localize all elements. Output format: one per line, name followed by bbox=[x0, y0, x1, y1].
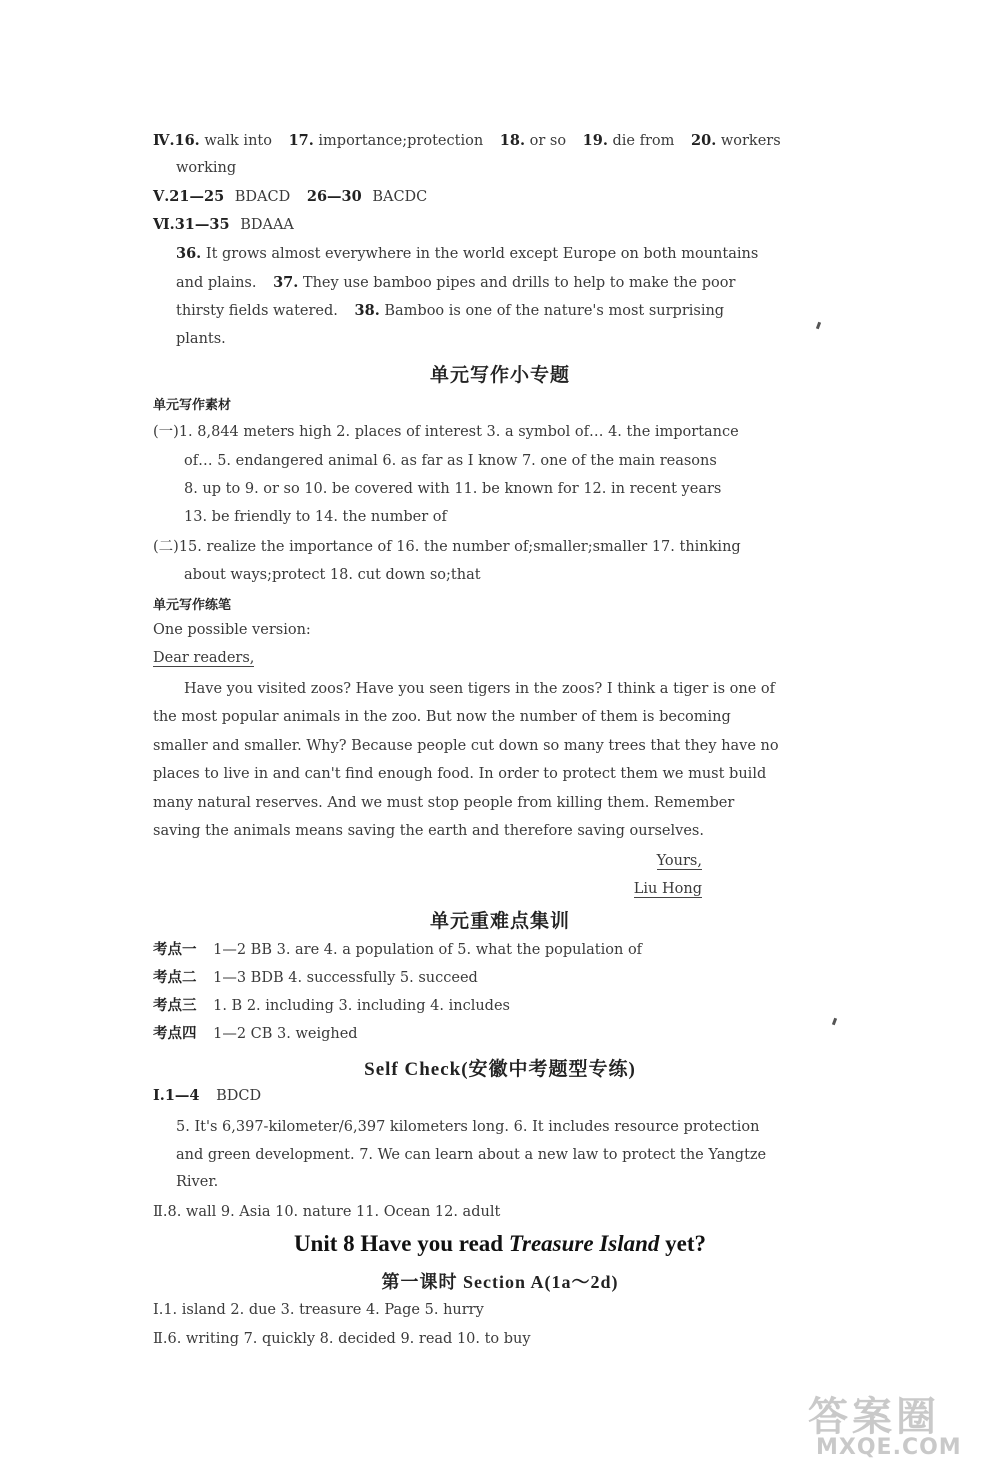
essay-line: many natural reserves. And we must stop people from killing them. Remember bbox=[153, 795, 735, 811]
scan-speck bbox=[832, 1018, 837, 1026]
lesson-heading: 第一课时 Section A(1a～2d) bbox=[381, 1272, 619, 1292]
section-heading-self-check: Self Check(安徽中考题型专练) bbox=[364, 1059, 636, 1080]
unit8-answer-line: Ⅰ.1. island 2. due 3. treasure 4. Page 5. hurry bbox=[153, 1302, 484, 1318]
essay-line: saving the animals means saving the earth and therefore saving ourselves. bbox=[153, 823, 704, 839]
unit-title-text: yet? bbox=[659, 1231, 707, 1256]
section-heading-key-points: 单元重难点集训 bbox=[429, 910, 570, 932]
essay-line: places to live in and can't find enough food. In order to protect them we must build bbox=[153, 766, 767, 782]
key-point-line bbox=[153, 968, 478, 988]
unit-title-book: Treasure Island bbox=[508, 1231, 660, 1256]
letter-greeting-text: Dear readers, bbox=[153, 650, 255, 666]
key-point-label: 考点二 bbox=[153, 969, 197, 986]
answer-text: walk into bbox=[204, 133, 272, 149]
letter-greeting bbox=[153, 648, 254, 668]
key-point-label: 考点一 bbox=[153, 941, 197, 958]
unit-title bbox=[0, 1231, 1000, 1257]
item-number: 19. bbox=[582, 132, 608, 149]
letter-signature bbox=[634, 879, 702, 899]
materials-line: 8. up to 9. or so 10. be covered with 11. be known for 12. in recent years bbox=[184, 481, 722, 497]
version-label: One possible version: bbox=[153, 622, 311, 638]
essay-line: smaller and smaller. Why? Because people cut down so many trees that they have no bbox=[153, 738, 779, 754]
letter-signature-text: Liu Hong bbox=[633, 881, 702, 897]
item-number: 18. bbox=[499, 132, 525, 149]
answer-paragraph-line bbox=[176, 244, 758, 264]
answer-text: BDACD bbox=[234, 189, 291, 205]
key-point-answers: 1—3 BDB 4. successfully 5. succeed bbox=[213, 970, 478, 986]
materials-line: 13. be friendly to 14. the number of bbox=[184, 509, 447, 525]
key-point-answers: 1—2 CB 3. weighed bbox=[213, 1026, 358, 1042]
answer-text: They use bamboo pipes and drills to help to make the poor bbox=[302, 275, 736, 291]
materials-line: (二)15. realize the importance of 16. the number of;smaller;smaller 17. thinking bbox=[153, 539, 741, 555]
item-number: Ⅳ.16. bbox=[153, 132, 200, 149]
item-range: Ⅵ.31—35 bbox=[153, 216, 230, 233]
item-number: 36. bbox=[176, 245, 202, 262]
answer-text: Bamboo is one of the nature's most surprising bbox=[384, 303, 725, 319]
key-point-answers: 1—2 BB 3. are 4. a population of 5. what the population of bbox=[213, 942, 643, 958]
materials-line: about ways;protect 18. cut down so;that bbox=[184, 567, 481, 583]
letter-closing bbox=[657, 851, 702, 871]
unit-title-text: Unit 8 Have you read bbox=[293, 1231, 509, 1256]
answer-line-vi bbox=[153, 215, 294, 235]
section-heading-writing: 单元写作小专题 bbox=[429, 364, 570, 386]
self-check-line: 5. It's 6,397-kilometer/6,397 kilometers long. 6. It includes resource protection bbox=[176, 1119, 760, 1135]
answer-paragraph-line bbox=[176, 301, 724, 321]
item-range: Ⅰ.1—4 bbox=[153, 1087, 200, 1104]
essay-line: Have you visited zoos? Have you seen tigers in the zoos? I think a tiger is one of bbox=[184, 681, 775, 697]
item-number: 38. bbox=[354, 302, 380, 319]
answer-text: BACDC bbox=[372, 189, 428, 205]
self-check-line: Ⅱ.8. wall 9. Asia 10. nature 11. Ocean 12. adult bbox=[153, 1204, 501, 1220]
subheading-practice: 单元写作练笔 bbox=[153, 598, 232, 613]
key-point-label: 考点四 bbox=[153, 1025, 197, 1042]
materials-line: (一)1. 8,844 meters high 2. places of interest 3. a symbol of… 4. the importance bbox=[153, 424, 739, 440]
answer-paragraph-line: plants. bbox=[176, 331, 226, 347]
answer-text: thirsty fields watered. bbox=[176, 303, 338, 319]
self-check-line: River. bbox=[176, 1174, 219, 1190]
answer-text: BDCD bbox=[216, 1088, 262, 1104]
item-range: 26—30 bbox=[306, 188, 362, 205]
answer-text: or so bbox=[529, 133, 567, 149]
self-check-line bbox=[153, 1086, 261, 1106]
answer-text: and plains. bbox=[176, 275, 257, 291]
answer-line-iv-cont: working bbox=[176, 160, 237, 176]
watermark-text: 答案圈 bbox=[808, 1394, 940, 1440]
answer-line-v bbox=[153, 187, 427, 207]
key-point-line bbox=[153, 1024, 358, 1044]
watermark-logo bbox=[786, 1385, 986, 1465]
unit8-answer-line: Ⅱ.6. writing 7. quickly 8. decided 9. read 10. to buy bbox=[153, 1331, 531, 1347]
letter-closing-text: Yours, bbox=[656, 853, 702, 869]
answer-text: die from bbox=[612, 133, 675, 149]
answer-text: BDAAA bbox=[240, 217, 294, 233]
key-point-answers: 1. B 2. including 3. including 4. includes bbox=[213, 998, 510, 1014]
key-point-label: 考点三 bbox=[153, 997, 197, 1014]
watermark-url: MXQE.COM bbox=[816, 1435, 962, 1460]
essay-line: the most popular animals in the zoo. But now the number of them is becoming bbox=[153, 709, 731, 725]
key-point-line bbox=[153, 940, 642, 960]
item-number: 37. bbox=[273, 274, 299, 291]
answer-paragraph-line bbox=[176, 273, 735, 293]
item-number: 17. bbox=[288, 132, 314, 149]
self-check-line: and green development. 7. We can learn about a new law to protect the Yangtze bbox=[176, 1147, 767, 1163]
answer-text: It grows almost everywhere in the world except Europe on both mountains bbox=[205, 246, 759, 262]
materials-line: of… 5. endangered animal 6. as far as I know 7. one of the main reasons bbox=[184, 453, 717, 469]
answer-text: importance;protection bbox=[318, 133, 484, 149]
item-range: Ⅴ.21—25 bbox=[153, 188, 225, 205]
answer-text: workers bbox=[720, 133, 781, 149]
scan-speck bbox=[816, 322, 821, 330]
key-point-line bbox=[153, 996, 510, 1016]
subheading-materials: 单元写作素材 bbox=[153, 398, 232, 413]
item-number: 20. bbox=[691, 132, 717, 149]
answer-line-iv bbox=[153, 131, 781, 151]
